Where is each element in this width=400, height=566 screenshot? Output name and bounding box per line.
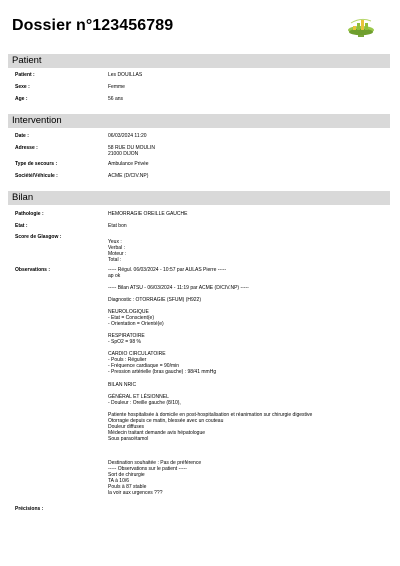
value-age: 56 ans bbox=[108, 96, 124, 102]
observation-block: Diagnostic : OTORRAGIE (SFUM) (H922) bbox=[108, 297, 201, 304]
page-title: Dossier n°123456789 bbox=[12, 17, 174, 34]
value-etat: Etat bon bbox=[108, 223, 127, 229]
observation-block: RESPIRATOIRE - SpO2 = 98 % bbox=[108, 333, 145, 346]
section-header-patient: Patient bbox=[8, 54, 390, 68]
value-societe-vehicule: ACME (D/CIV.NP) bbox=[108, 173, 149, 179]
label-pathologie: Pathologie : bbox=[15, 211, 44, 217]
value-sexe: Femme bbox=[108, 84, 125, 90]
section-header-bilan: Bilan bbox=[8, 191, 390, 205]
emergency-service-logo-icon bbox=[347, 15, 375, 39]
observation-block: ----- Bilan ATSU - 06/03/2024 - 11:19 par ACME (D/CIV.NP) ----- bbox=[108, 285, 249, 292]
label-adresse: Adresse : bbox=[15, 145, 38, 151]
observation-block: Patiente hospitalisée à domicile en post-hospitalisation et réanimation sur chirurgie digestive Otorragie depuis ce matin, blessée avec un couteau Douleur diffuses Médecin traitant demande avis hépatologue Sous paracétamol bbox=[108, 411, 313, 442]
observation-block: Destination souhaitée : Pas de préférence ----- Observations sur le patient ----- Sort de chirurgie TA à 10/6 Pouls à 87 stable la voir aux urgences ??? bbox=[108, 459, 202, 496]
observation-block: NEUROLOGIQUE - Etat = Conscient(e) - Orientation = Orienté(e) bbox=[108, 309, 164, 328]
observation-block: GÉNÉRAL ET LÉSIONNEL - Douleur : Oreille gauche (8/10), bbox=[108, 393, 181, 406]
label-type-secours: Type de secours : bbox=[15, 161, 58, 167]
label-etat: Etat : bbox=[15, 223, 28, 229]
label-sexe: Sexe : bbox=[15, 84, 30, 90]
observations-text bbox=[108, 267, 312, 502]
value-date: 06/03/2024 11:20 bbox=[108, 133, 147, 139]
label-patient: Patient : bbox=[15, 72, 35, 78]
label-precisions: Précisions : bbox=[15, 506, 44, 512]
observation-block: ----- Régul. 06/03/2024 - 10:57 par AULAS Pierre ----- ap ok bbox=[108, 267, 227, 279]
value-glasgow: Yeux : Verbal : Moteur : Total : bbox=[108, 239, 127, 263]
observation-block: CARDIO CIRCULATOIRE - Pouls : Régulier - Fréquence cardiaque = 90/min - Pression artérielle (bras gauche) : 98/41 mmHg bbox=[108, 351, 217, 376]
observation-block: BILAN NRIC bbox=[108, 381, 137, 388]
value-type-secours: Ambulance Privée bbox=[108, 161, 149, 167]
value-patient: Les DOUILLAS bbox=[108, 72, 143, 78]
label-observations: Observations : bbox=[15, 267, 51, 273]
label-date: Date : bbox=[15, 133, 29, 139]
value-adresse: 58 RUE DU MOULIN 21000 DIJON bbox=[108, 145, 155, 157]
value-pathologie: HEMORRAGIE OREILLE GAUCHE bbox=[108, 211, 188, 217]
section-header-intervention: Intervention bbox=[8, 114, 390, 128]
label-glasgow: Score de Glasgow : bbox=[15, 234, 62, 240]
label-societe-vehicule: Société/Véhicule : bbox=[15, 173, 58, 179]
label-age: Age : bbox=[15, 96, 28, 102]
